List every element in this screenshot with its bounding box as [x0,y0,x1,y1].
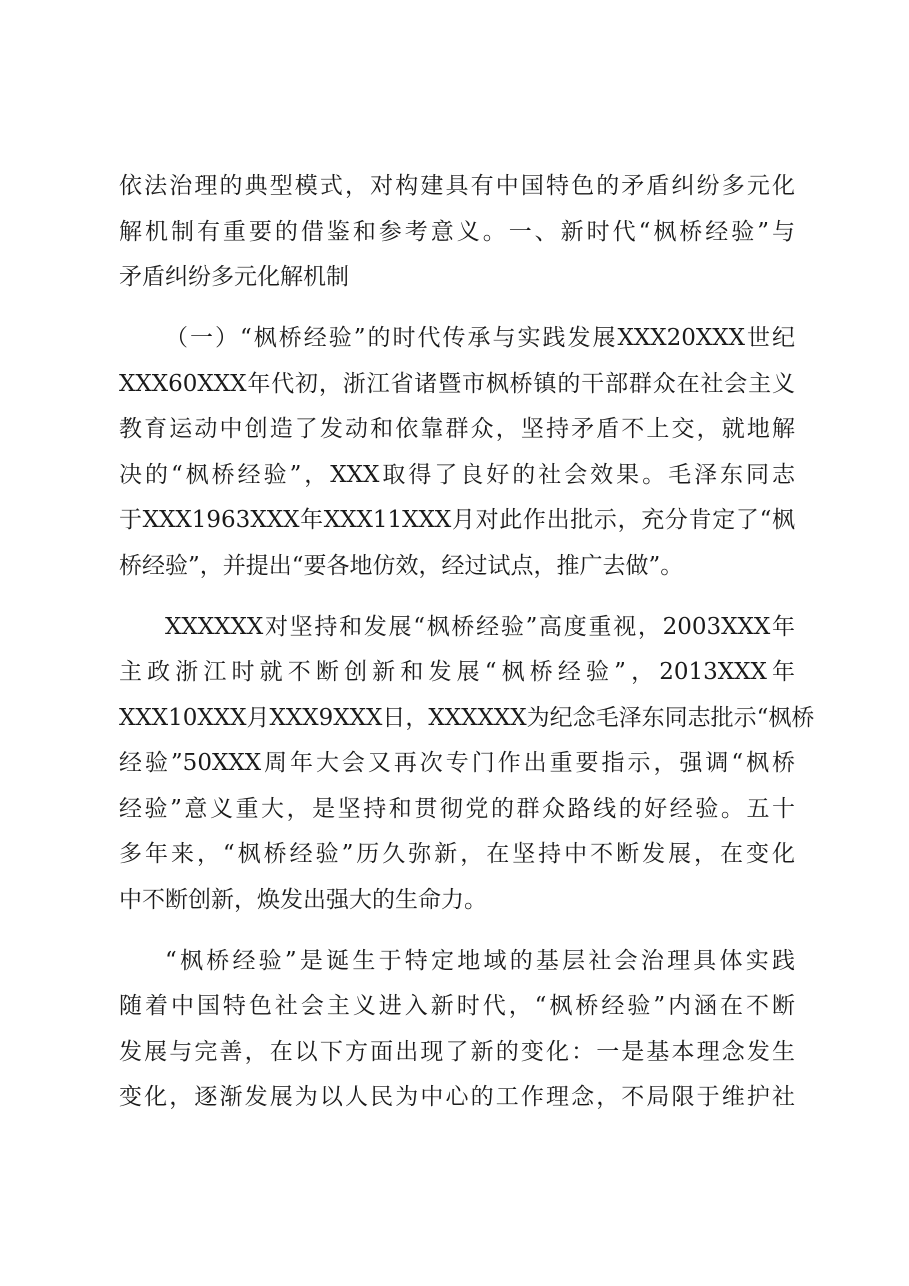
paragraph-4-line-1: “枫桥经验”是诞生于特定地域的基层社会治理具体实践 [165,948,795,974]
paragraph-2-line-4: 决的“枫桥经验”，XXX取得了良好的社会效果。毛泽东同志 [119,462,795,488]
paragraph-3-line-6: 多年来，“枫桥经验”历久弥新，在坚持中不断发展，在变化 [119,841,795,867]
paragraph-3-line-2: 主政浙江时就不断创新和发展“枫桥经验”，2013XXX年 [119,659,795,685]
paragraph-2-line-5: 于XXX1963XXX年XXX11XXX月对此作出批示，充分肯定了“枫 [119,507,795,533]
paragraph-3-line-7: 中不断创新，焕发出强大的生命力。 [119,887,487,913]
paragraph-2-line-2: XXX60XXX年代初，浙江省诸暨市枫桥镇的干部群众在社会主义 [119,371,795,397]
paragraph-4-line-3: 发展与完善，在以下方面出现了新的变化：一是基本理念发生 [119,1039,795,1065]
paragraph-1-line-2: 解机制有重要的借鉴和参考意义。一、新时代“枫桥经验”与 [119,219,795,245]
paragraph-3-line-5: 经验”意义重大，是坚持和贯彻党的群众路线的好经验。五十 [119,796,795,822]
paragraph-2-line-3: 教育运动中创造了发动和依靠群众，坚持矛盾不上交，就地解 [119,416,795,442]
paragraph-2-line-1: （一）“枫桥经验”的时代传承与实践发展XXX20XXX世纪 [165,325,795,351]
paragraph-3-line-3: XXX10XXX月XXX9XXX日，XXXXXX为纪念毛泽东同志批示“枫桥 [119,705,815,731]
paragraph-4-line-2: 随着中国特色社会主义进入新时代，“枫桥经验”内涵在不断 [119,993,795,1019]
paragraph-1-line-1: 依法治理的典型模式，对构建具有中国特色的矛盾纠纷多元化 [119,173,795,199]
paragraph-2-line-6: 桥经验”，并提出“要各地仿效，经过试点，推广去做”。 [119,553,684,579]
paragraph-3-line-4: 经验”50XXX周年大会又再次专门作出重要指示，强调“枫桥 [119,750,795,776]
paragraph-4-line-4: 变化，逐渐发展为以人民为中心的工作理念，不局限于维护社 [119,1084,795,1110]
paragraph-1-line-3: 矛盾纠纷多元化解机制 [119,264,349,290]
paragraph-3-line-1: XXXXXX对坚持和发展“枫桥经验”高度重视，2003XXX年 [165,614,795,640]
